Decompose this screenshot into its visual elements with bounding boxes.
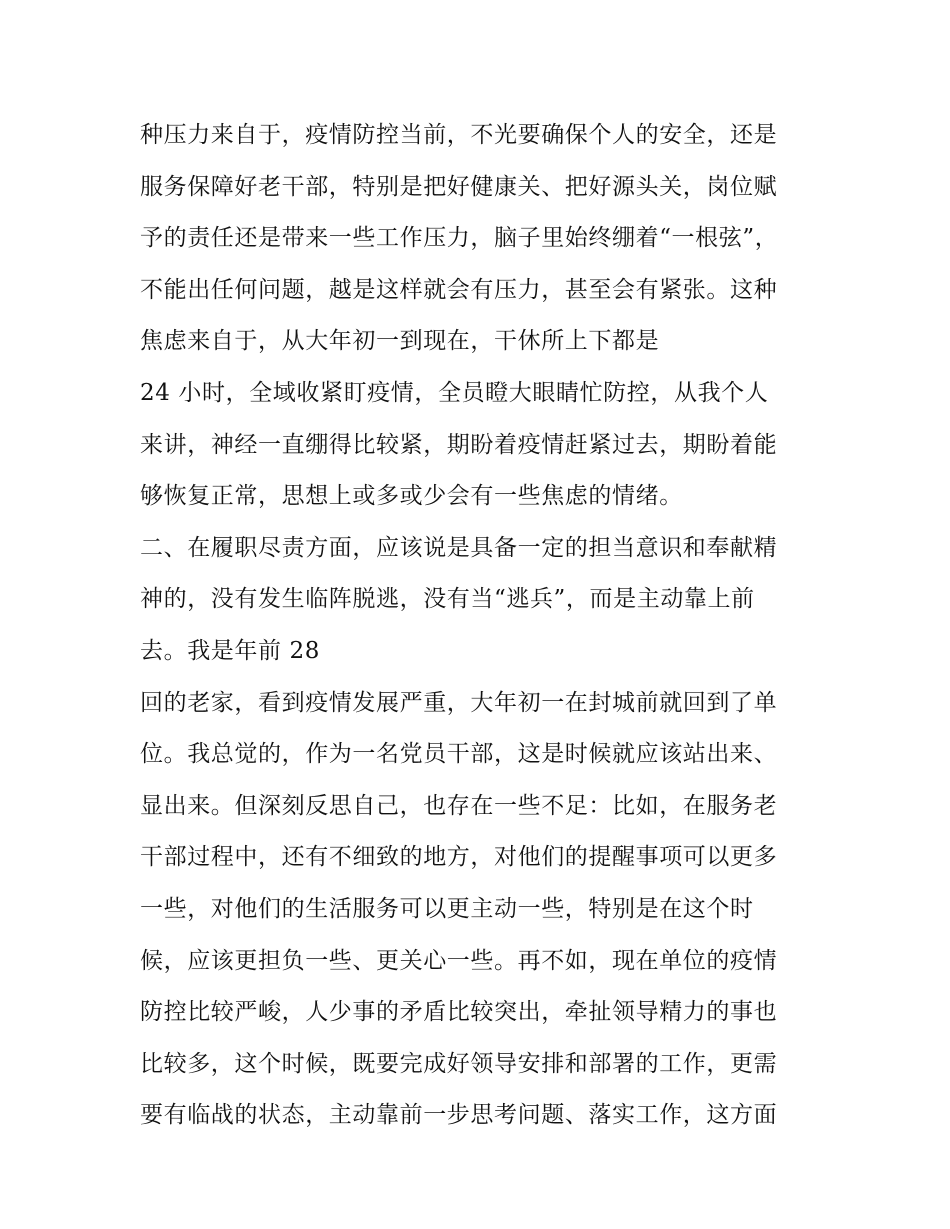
text-line: 不能出任何问题，越是这样就会有压力，甚至会有紧张。这种 [140,276,778,303]
text-line: 够恢复正常，思想上或多或少会有一些焦虑的情绪。 [140,483,683,510]
text-line: 二、在履职尽责方面，应该说是具备一定的担当意识和奉献精 [140,534,778,561]
body-text [140,110,820,1142]
text-line: 来讲，神经一直绷得比较紧，期盼着疫情赶紧过去，期盼着能 [140,431,778,458]
text-line: 显出来。但深刻反思自己，也存在一些不足：比如，在服务老 [140,792,778,819]
text-line: 干部过程中，还有不细致的地方，对他们的提醒事项可以更多 [140,844,778,871]
text-line: 去。我是年前 28 [140,637,320,664]
text-line: 位。我总觉的，作为一名党员干部，这是时候就应该站出来、 [140,741,778,768]
text-line: 回的老家，看到疫情发展严重，大年初一在封城前就回到了单 [140,689,778,716]
text-line: 神的，没有发生临阵脱逃，没有当“逃兵”，而是主动靠上前 [140,586,755,613]
text-line: 候，应该更担负一些、更关心一些。再不如，现在单位的疫情 [140,947,778,974]
text-line: 一些，对他们的生活服务可以更主动一些，特别是在这个时 [140,895,754,922]
text-line: 防控比较严峻，人少事的矛盾比较突出，牵扯领导精力的事也 [140,999,778,1026]
text-line: 予的责任还是带来一些工作压力，脑子里始终绷着“一根弦”， [140,225,779,252]
text-line: 要有临战的状态，主动靠前一步思考问题、落实工作，这方面 [140,1102,778,1129]
text-line: 24 小时，全域收紧盯疫情，全员瞪大眼睛忙防控，从我个人 [140,379,769,406]
text-line: 种压力来自于，疫情防控当前，不光要确保个人的安全，还是 [140,122,778,148]
text-line: 焦虑来自于，从大年初一到现在，干休所上下都是 [140,328,660,355]
text-line: 比较多，这个时候，既要完成好领导安排和部署的工作，更需 [140,1050,778,1077]
text-line: 服务保障好老干部，特别是把好健康关、把好源头关，岗位赋 [140,173,778,200]
